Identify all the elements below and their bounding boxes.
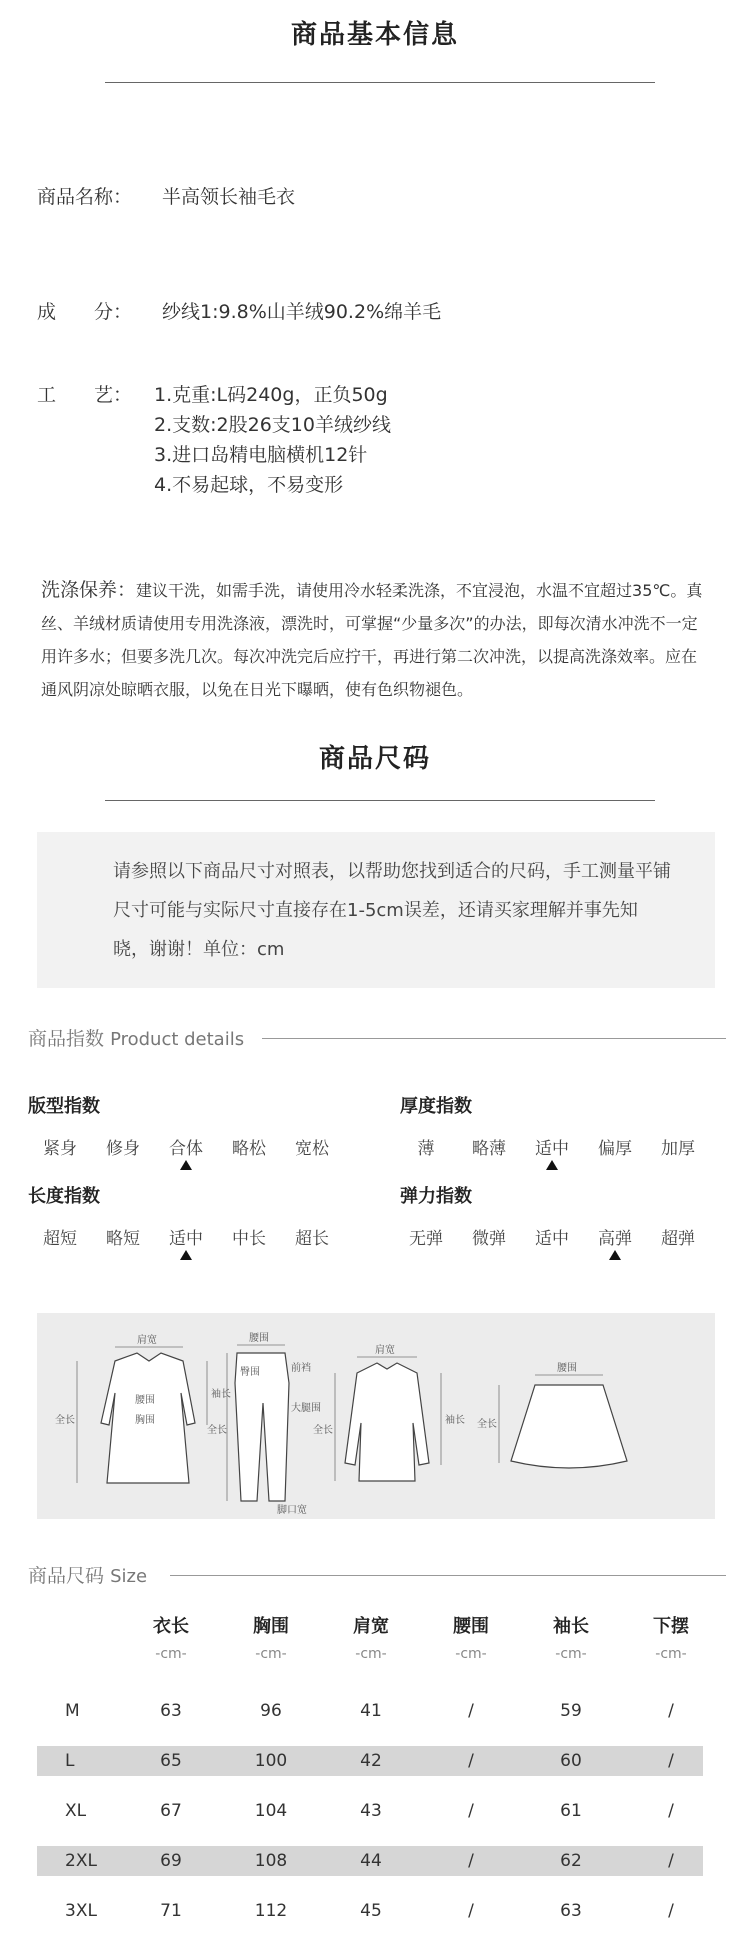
- size-label: XL: [65, 1801, 87, 1821]
- table-cell: 69: [160, 1851, 182, 1871]
- pants-waist-label: 腰围: [249, 1333, 269, 1344]
- table-cell: 104: [254, 1801, 288, 1821]
- thigh-label: 大腿围: [291, 1403, 321, 1414]
- index-option: 中长: [232, 1229, 266, 1249]
- composition-value: 纱线1:9.8%山羊绒90.2%绵羊毛: [162, 301, 442, 323]
- skirt-waist-label: 腰围: [557, 1363, 577, 1374]
- table-cell: /: [668, 1701, 674, 1721]
- header-hem: 下摆: [653, 1616, 689, 1637]
- hip-label: 臀围: [240, 1367, 260, 1378]
- hem-label: 脚口宽: [277, 1505, 307, 1516]
- table-row: [37, 1846, 703, 1876]
- size-label: M: [65, 1701, 80, 1721]
- product-name-label: 商品名称：: [37, 186, 133, 208]
- table-row: [37, 1896, 703, 1926]
- length-label: 全长: [55, 1415, 75, 1426]
- basic-info-title: 商品基本信息: [290, 20, 459, 50]
- unit-shoulder: -cm-: [355, 1646, 387, 1662]
- index-option: 适中: [535, 1139, 569, 1159]
- size-chart-rule: [170, 1575, 726, 1576]
- size-label: 3XL: [65, 1901, 97, 1921]
- table-cell: 67: [160, 1801, 182, 1821]
- size-chart-heading: [28, 1561, 147, 1588]
- shirt-icon: [345, 1363, 429, 1481]
- composition-row: [37, 297, 441, 324]
- basic-info-divider: [105, 82, 655, 83]
- thickness-index-title: 厚度指数: [400, 1096, 472, 1117]
- size-label: L: [65, 1751, 75, 1771]
- index-option: 加厚: [661, 1139, 695, 1159]
- table-cell: 100: [254, 1751, 288, 1771]
- index-option: 略薄: [472, 1139, 506, 1159]
- table-cell: 63: [560, 1901, 582, 1921]
- table-cell: /: [468, 1701, 474, 1721]
- size-section-title: 商品尺码: [318, 744, 431, 774]
- fit-index-scale: [30, 1134, 360, 1184]
- table-cell: /: [668, 1851, 674, 1871]
- index-option: 超弹: [661, 1229, 695, 1249]
- table-cell: 96: [260, 1701, 282, 1721]
- index-option: 微弹: [472, 1229, 506, 1249]
- table-cell: /: [468, 1751, 474, 1771]
- product-details-title-cn: 商品指数: [28, 1028, 105, 1050]
- size-chart-title-en: Size: [110, 1566, 148, 1587]
- table-cell: 44: [360, 1851, 382, 1871]
- index-option: 适中: [535, 1229, 569, 1249]
- craft-list: [154, 380, 554, 500]
- elasticity-index-scale: [396, 1224, 726, 1274]
- table-cell: /: [468, 1801, 474, 1821]
- index-option: 合体: [169, 1139, 203, 1159]
- wash-care: [41, 574, 711, 706]
- selected-marker-icon: [180, 1160, 192, 1170]
- index-option: 修身: [106, 1139, 140, 1159]
- selected-marker-icon: [180, 1250, 192, 1260]
- shoulder-label: 肩宽: [137, 1335, 157, 1346]
- header-shoulder: 肩宽: [353, 1616, 389, 1637]
- header-waist: 腰围: [453, 1616, 489, 1637]
- length-index-scale: [30, 1224, 360, 1274]
- wash-care-text: 建议干洗，如需手洗，请使用冷水轻柔洗涤，不宜浸泡，水温不宜超过35℃。真丝、羊绒材质请使用专用洗涤液，漂洗时，可掌握“少量多次”的办法，即每次清水冲洗不一定用许多水；但要多洗几次。每次冲洗完后应拧干，再进行第二次冲洗，以提高洗涤效率。应在通风阴凉处晾晒衣服，以免在日光下曝晒，使有色织物褪色。: [41, 581, 703, 699]
- product-details-rule: [262, 1038, 726, 1039]
- table-cell: 62: [560, 1851, 582, 1871]
- skirt-icon: [511, 1385, 627, 1468]
- elasticity-index-title: 弹力指数: [400, 1186, 472, 1207]
- table-row: [37, 1746, 703, 1776]
- index-option: 适中: [169, 1229, 203, 1249]
- craft-item: 3.进口岛精电脑横机12针: [154, 444, 368, 466]
- table-cell: /: [668, 1751, 674, 1771]
- unit-sleeve: -cm-: [555, 1646, 587, 1662]
- table-cell: /: [468, 1851, 474, 1871]
- table-cell: 108: [254, 1851, 288, 1871]
- craft-item: 2.支数:2股26支10羊绒纱线: [154, 414, 391, 436]
- size-chart-title-cn: 商品尺码: [28, 1565, 105, 1587]
- table-cell: 59: [560, 1701, 582, 1721]
- pants-length-label: 全长: [207, 1425, 227, 1436]
- table-cell: /: [668, 1801, 674, 1821]
- composition-label: 成 分：: [37, 301, 133, 323]
- rise-label: 前裆: [291, 1363, 311, 1374]
- table-cell: 71: [160, 1901, 182, 1921]
- waist-label: 腰围: [135, 1395, 155, 1406]
- product-details-heading: [28, 1024, 244, 1051]
- index-option: 无弹: [409, 1229, 443, 1249]
- selected-marker-icon: [609, 1250, 621, 1260]
- header-sleeve: 袖长: [553, 1616, 589, 1637]
- index-option: 超长: [295, 1229, 329, 1249]
- header-chest: 胸围: [253, 1616, 289, 1637]
- shirt-length-label: 全长: [313, 1425, 333, 1436]
- measurement-diagram: [37, 1313, 715, 1519]
- table-cell: /: [668, 1901, 674, 1921]
- table-cell: 63: [160, 1701, 182, 1721]
- thickness-index-scale: [396, 1134, 726, 1184]
- table-row: [37, 1696, 703, 1726]
- shirt-shoulder-label: 肩宽: [375, 1345, 395, 1356]
- chest-label: 胸围: [135, 1415, 155, 1426]
- table-cell: 65: [160, 1751, 182, 1771]
- craft-label: 工 艺：: [37, 384, 133, 406]
- size-label: 2XL: [65, 1851, 97, 1871]
- craft-item: 1.克重:L码240g，正负50g: [154, 384, 388, 406]
- wash-care-label: 洗涤保养：: [41, 579, 137, 601]
- selected-marker-icon: [546, 1160, 558, 1170]
- table-row: [37, 1796, 703, 1826]
- index-option: 略短: [106, 1229, 140, 1249]
- index-option: 略松: [232, 1139, 266, 1159]
- table-cell: 43: [360, 1801, 382, 1821]
- fit-index-title: 版型指数: [28, 1096, 100, 1117]
- table-cell: /: [468, 1901, 474, 1921]
- header-length: 衣长: [153, 1616, 189, 1637]
- unit-waist: -cm-: [455, 1646, 487, 1662]
- measurement-illustrations: [37, 1313, 715, 1519]
- index-option: 紧身: [43, 1139, 77, 1159]
- table-cell: 112: [254, 1901, 288, 1921]
- index-option: 超短: [43, 1229, 77, 1249]
- craft-item: 4.不易起球，不易变形: [154, 474, 344, 496]
- index-option: 宽松: [295, 1139, 329, 1159]
- product-details-title-en: Product details: [110, 1029, 245, 1050]
- unit-chest: -cm-: [255, 1646, 287, 1662]
- unit-hem: -cm-: [655, 1646, 687, 1662]
- sleeve-label: 袖长: [211, 1389, 231, 1400]
- length-index-title: 长度指数: [28, 1186, 100, 1207]
- unit-length: -cm-: [155, 1646, 187, 1662]
- shirt-sleeve-label: 袖长: [445, 1415, 465, 1426]
- product-name-row: [37, 182, 295, 209]
- table-cell: 60: [560, 1751, 582, 1771]
- size-notice-box: [37, 832, 715, 988]
- index-option: 偏厚: [598, 1139, 632, 1159]
- size-section-divider: [105, 800, 655, 801]
- product-name-value: 半高领长袖毛衣: [162, 186, 296, 208]
- skirt-length-label: 全长: [477, 1419, 497, 1430]
- size-notice-text: 请参照以下商品尺寸对照表，以帮助您找到适合的尺码，手工测量平铺尺寸可能与实际尺寸直接存在1-5cm误差，还请买家理解并事先知晓，谢谢！单位：cm: [113, 861, 671, 960]
- table-cell: 45: [360, 1901, 382, 1921]
- index-option: 薄: [417, 1139, 435, 1159]
- table-cell: 41: [360, 1701, 382, 1721]
- table-cell: 61: [560, 1801, 582, 1821]
- table-cell: 42: [360, 1751, 382, 1771]
- index-option: 高弹: [598, 1229, 632, 1249]
